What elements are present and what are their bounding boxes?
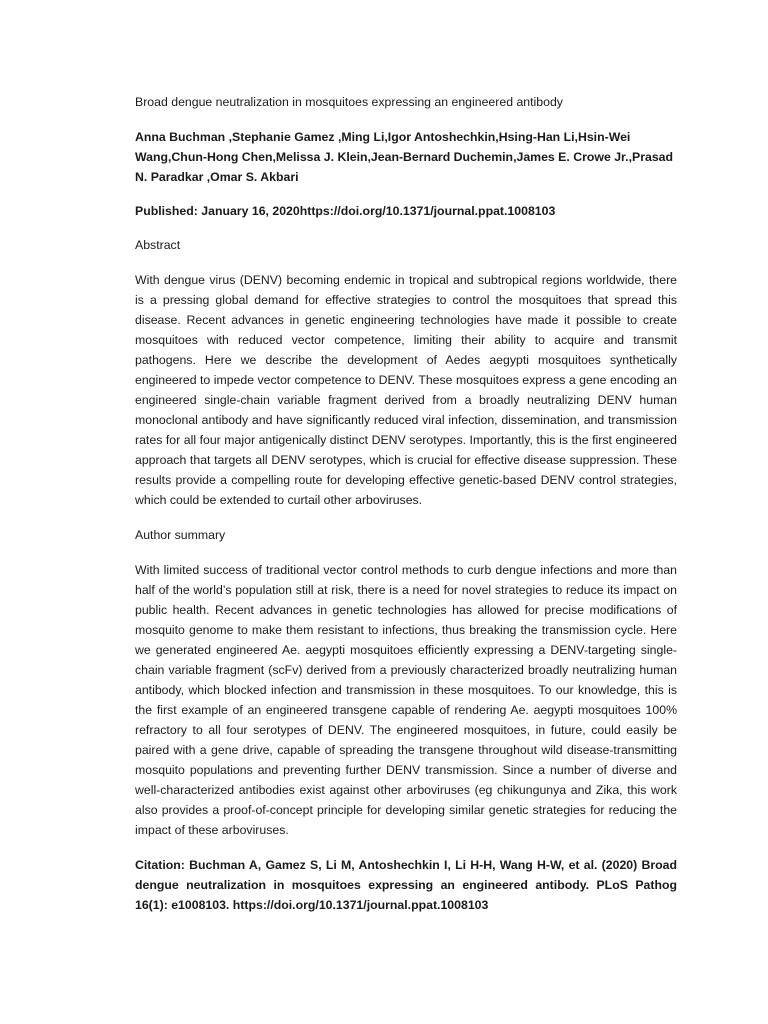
- author-list: Anna Buchman ,Stephanie Gamez ,Ming Li,Igor Antoshechkin,Hsing-Han Li,Hsin-Wei Wang,Chun-Hong Chen,Melissa J. Klein,Jean-Bernard Duchemin,James E. Crowe Jr.,Prasad N. Paradkar ,Omar S. Akbari: [135, 130, 674, 184]
- abstract-text: With dengue virus (DENV) becoming endemic in tropical and subtropical regions worldwide, there is a pressing global demand for effective strategies to control the mosquitoes that spread this disease. Recent advances in genetic engineering technologies have made it possible to create mosquitoes with reduced vector competence, limiting their ability to acquire and transmit pathogens. Here we describe the development of Aedes aegypti mosquitoes synthetically engineered to impede vector competence to DENV. These mosquitoes express a gene encoding an engineered single-chain variable fragment derived from a broadly neutralizing DENV human monoclonal antibody and have significantly reduced viral infection, dissemination, and transmission rates for all four major antigenically distinct DENV serotypes. Importantly, this is the first engineered approach that targets all DENV serotypes, which is crucial for effective disease suppression. These results provide a compelling route for developing effective genetic-based DENV control strategies, which could be extended to curtail other arboviruses.: [135, 273, 677, 507]
- author-summary-heading: Author summary: [135, 528, 226, 542]
- author-summary-text: With limited success of traditional vector control methods to curb dengue infections and more than half of the world’s population still at risk, there is a need for novel strategies to reduce its impact on public health. Recent advances in genetic technologies has allowed for precise modifications of mosquito genome to make them resistant to infections, thus breaking the transmission cycle. Here we generated engineered Ae. aegypti mosquitoes efficiently expressing a DENV-targeting single-chain variable fragment (scFv) derived from a previously characterized broadly neutralizing human antibody, which blocked infection and transmission in these mosquitoes. To our knowledge, this is the first example of an engineered transgene capable of rendering Ae. aegypti mosquitoes 100% refractory to all four serotypes of DENV. The engineered mosquitoes, in future, could easily be paired with a gene drive, capable of spreading the transgene throughout wild disease-transmitting mosquito populations and preventing further DENV transmission. Since a number of diverse and well-characterized antibodies exist against other arboviruses (eg chikungunya and Zika, this work also provides a proof-of-concept principle for developing similar genetic strategies for reducing the impact of these arboviruses.: [135, 563, 677, 837]
- abstract-heading: Abstract: [135, 238, 181, 252]
- document-page: [135, 92, 677, 915]
- citation: Citation: Buchman A, Gamez S, Li M, Antoshechkin I, Li H-H, Wang H-W, et al. (2020) Broad dengue neutralization in mosquitoes expressing an engineered antibody. PLoS Pathog 16(1): e1008103. https://doi.org/10.1371/journal.ppat.1008103: [135, 858, 677, 912]
- publication-info: Published: January 16, 2020https://doi.org/10.1371/journal.ppat.1008103: [135, 204, 556, 218]
- paper-title: Broad dengue neutralization in mosquitoes expressing an engineered antibody: [135, 95, 563, 109]
